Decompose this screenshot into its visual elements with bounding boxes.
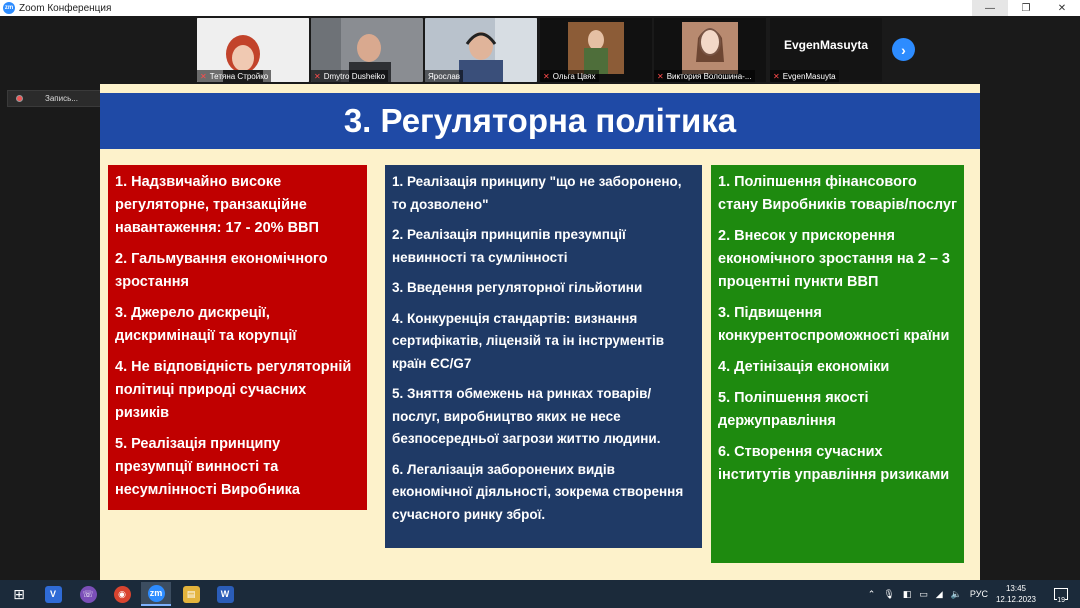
- participant-tile[interactable]: [197, 18, 309, 82]
- participant-name: Ярослав: [428, 71, 461, 81]
- participant-name: Виктория Волошина-...: [666, 71, 752, 81]
- problem-item: 2. Гальмування економічного зростання: [115, 251, 328, 290]
- taskbar-viber-app[interactable]: [73, 582, 103, 606]
- result-item: 1. Поліпшення фінансового стану Виробників товарів/послуг: [718, 174, 958, 213]
- participant-tile[interactable]: [540, 18, 652, 82]
- problems-panel: [108, 165, 367, 510]
- result-item: 6. Створення сучасних інститутів управління ризиками: [718, 444, 950, 483]
- problem-item: 3. Джерело дискреції, дискримінації та корупції: [115, 305, 297, 344]
- taskbar-zoom-app[interactable]: [141, 582, 171, 606]
- participant-display-name: EvgenMasuyta: [783, 38, 869, 52]
- system-clock[interactable]: [996, 583, 1036, 605]
- measure-item: 4. Конкуренція стандартів: визнання сертифікатів, ліцензій та ін інструментів країн ЄС/G7: [392, 310, 665, 371]
- zoom-logo-icon: zm: [3, 2, 15, 14]
- muted-mic-icon: ✕: [657, 71, 664, 81]
- measure-item: 3. Введення регуляторної гільйотини: [392, 280, 643, 295]
- result-item: 5. Поліпшення якості держуправління: [718, 390, 869, 429]
- close-button[interactable]: ✕: [1057, 2, 1067, 14]
- restore-button[interactable]: ❐: [1021, 2, 1031, 14]
- microphone-icon[interactable]: 🎙: [883, 588, 895, 599]
- language-indicator[interactable]: РУС: [969, 589, 988, 599]
- results-panel: [711, 165, 964, 563]
- muted-mic-icon: ✕: [200, 71, 207, 81]
- slide-title: 3. Регуляторна політика: [100, 93, 980, 149]
- participant-name: Dmytro Dusheiko: [323, 71, 386, 81]
- result-item: 4. Детінізація економіки: [718, 359, 890, 375]
- participant-strip: [0, 16, 1080, 84]
- participant-tile[interactable]: [654, 18, 766, 82]
- measure-item: 1. Реалізація принципу "що не заборонено, то дозволено": [392, 174, 682, 212]
- start-button[interactable]: [4, 582, 34, 606]
- next-participants-button[interactable]: ›: [892, 38, 915, 61]
- record-dot-icon: [16, 95, 23, 102]
- windows-taskbar: [0, 580, 1080, 608]
- measure-item: 2. Реалізація принципів презумпції невинності та сумлінності: [392, 227, 626, 265]
- system-tray: [868, 580, 1080, 608]
- result-item: 2. Внесок у прискорення економічного зростання на 2 – 3 процентні пункти ВВП: [718, 228, 950, 290]
- taskbar-explorer-app[interactable]: [176, 582, 206, 606]
- notification-count: 19: [1057, 597, 1065, 604]
- muted-mic-icon: ✕: [314, 71, 321, 81]
- taskbar-vpn-app[interactable]: [38, 582, 68, 606]
- participant-tile[interactable]: [425, 18, 537, 82]
- participant-name: Тетяна Стройко: [209, 71, 269, 81]
- notifications-icon[interactable]: [1054, 588, 1068, 604]
- participant-tile[interactable]: [770, 18, 882, 82]
- windows-logo-icon: ⊞: [13, 585, 25, 602]
- network-icon[interactable]: ◢: [935, 588, 943, 599]
- zoom-app-icon: zm: [148, 585, 165, 602]
- viber-app-icon: ☏: [80, 586, 97, 603]
- window-title: Zoom Конференция: [19, 2, 112, 14]
- taskbar-word-app[interactable]: [210, 582, 240, 606]
- participant-tile[interactable]: [311, 18, 423, 82]
- tray-chevron-icon[interactable]: ⌃: [867, 588, 876, 599]
- problem-item: 1. Надзвичайно високе регуляторне, транзакційне навантаження: 17 - 20% ВВП: [115, 174, 319, 236]
- word-app-icon: W: [217, 586, 234, 603]
- result-item: 3. Підвищення конкурентоспроможності країни: [718, 305, 950, 344]
- volume-icon[interactable]: 🔈: [950, 588, 962, 599]
- taskbar-chrome-app[interactable]: [107, 582, 137, 606]
- participant-name: Ольга Цвях: [552, 71, 596, 81]
- battery-icon[interactable]: ▭: [919, 588, 928, 599]
- recording-label: Запись...: [45, 94, 78, 103]
- tray-apps-icon[interactable]: ◧: [902, 588, 912, 599]
- vpn-app-icon: V: [45, 586, 62, 603]
- muted-mic-icon: ✕: [773, 71, 780, 81]
- problem-item: 4. Не відповідність регуляторній політиці природі сучасних ризиків: [115, 359, 352, 421]
- measure-item: 5. Зняття обмежень на ринках товарів/послуг, виробництво яких не несе безпосередньої загрози життю людини.: [392, 386, 661, 446]
- measures-panel: [385, 165, 702, 548]
- shared-screen-slide: [100, 84, 980, 580]
- problem-item: 5. Реалізація принципу презумпції винності та несумлінності Виробника: [115, 436, 300, 498]
- clock-date: 12.12.2023: [995, 595, 1036, 604]
- window-titlebar: [0, 0, 1080, 16]
- folder-icon: ▤: [183, 586, 200, 603]
- chrome-app-icon: ◉: [114, 586, 131, 603]
- measure-item: 6. Легалізація заборонених видів економічної діяльності, зокрема створення сучасного ринку зброї.: [392, 461, 684, 522]
- participant-name: EvgenMasuyta: [782, 71, 836, 81]
- clock-time: 13:45: [1005, 584, 1026, 593]
- muted-mic-icon: ✕: [543, 71, 550, 81]
- minimize-button[interactable]: —: [972, 0, 1008, 16]
